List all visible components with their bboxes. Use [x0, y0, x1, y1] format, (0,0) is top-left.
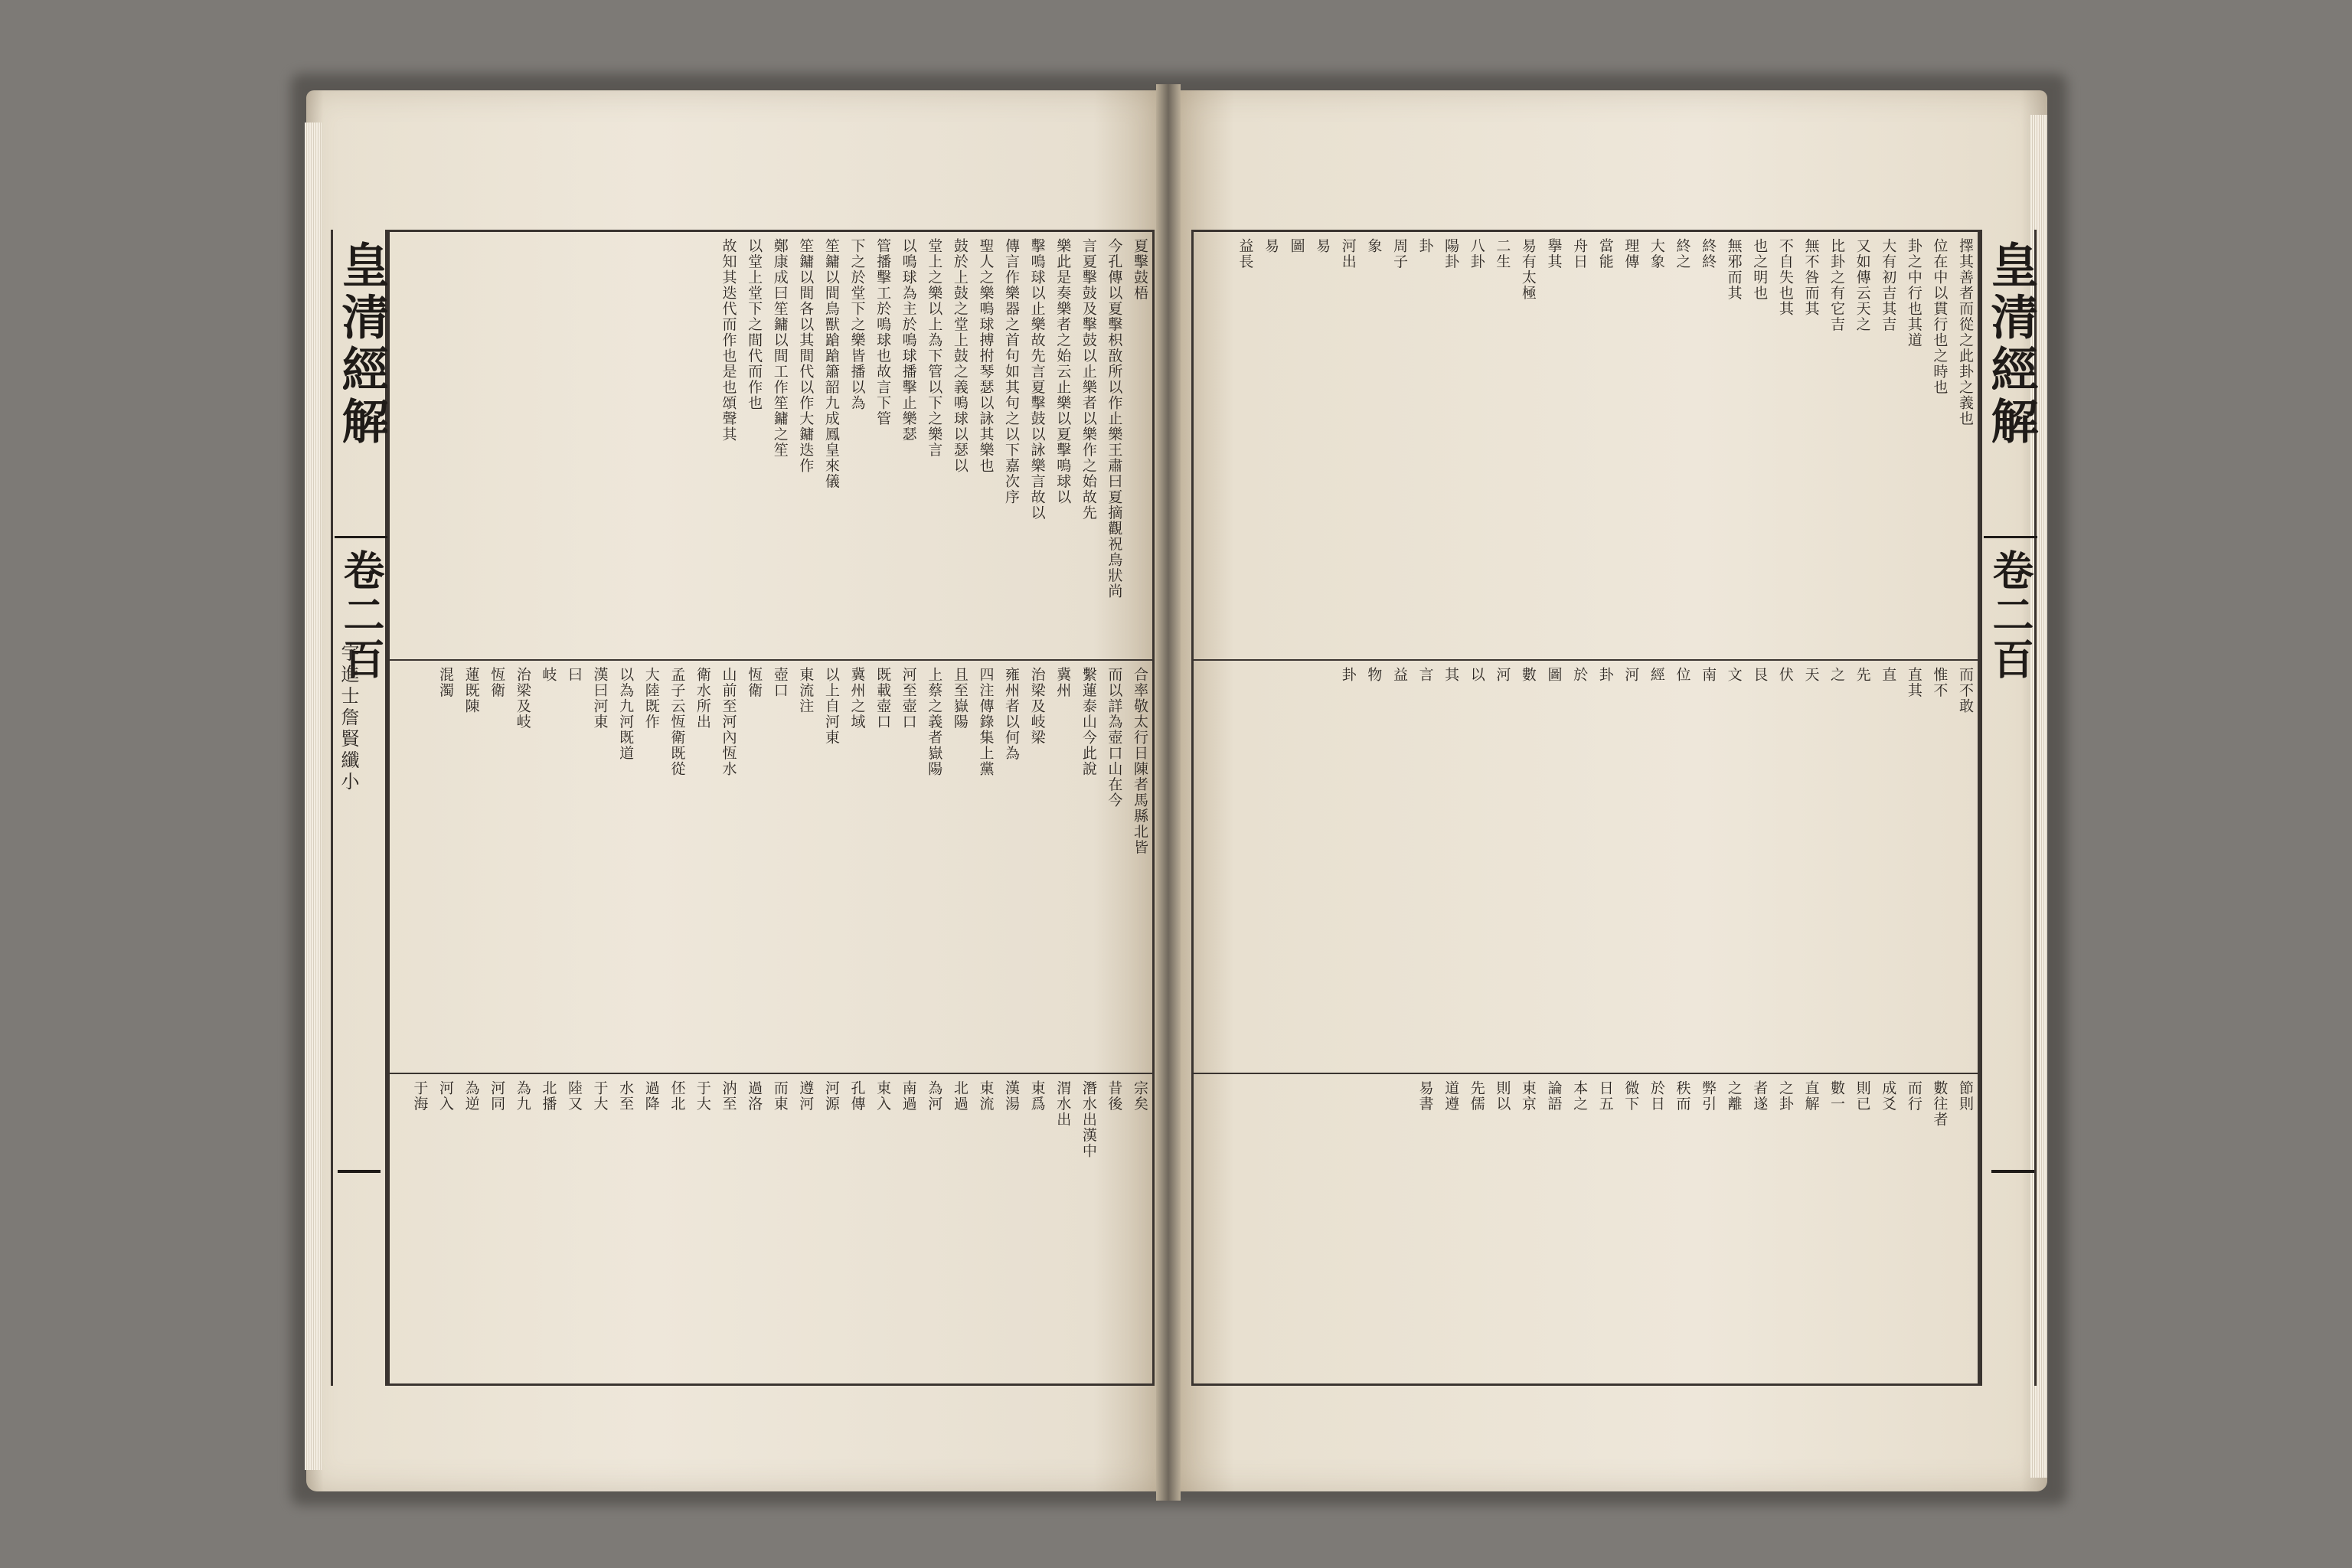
text-column: 數往者: [1931, 1080, 1949, 1128]
text-column: 堂上之樂以上為下管以下之樂言: [926, 238, 943, 458]
text-column: 傳言作樂器之首句如其句之以下嘉次序: [1003, 238, 1021, 505]
text-column: 冀州: [1054, 667, 1072, 698]
text-column: 東京: [1519, 1080, 1537, 1112]
text-column: 物: [1365, 667, 1383, 683]
text-column: 混濁: [436, 667, 454, 698]
text-column: 易: [1262, 238, 1279, 254]
text-column: 且至嶽陽: [951, 667, 969, 730]
text-column: 潛水出漢中: [1080, 1080, 1097, 1159]
text-column: 無不咎而其: [1802, 238, 1820, 317]
left-band-middle: [390, 661, 1152, 1074]
volume-label: 卷二百: [1984, 536, 2037, 682]
text-column: 四注傳錄集上黨: [977, 667, 995, 777]
text-column: 既載壺口: [874, 667, 892, 730]
text-column: 于海: [411, 1080, 429, 1112]
text-column: 過洛: [746, 1080, 763, 1112]
series-title: 皇清經解: [1983, 240, 2039, 449]
text-column: 易書: [1416, 1080, 1434, 1112]
text-column: 上蔡之義者嶽陽: [926, 667, 943, 777]
text-column: 卦之中行也其道: [1905, 238, 1922, 348]
text-column: 者遂: [1751, 1080, 1769, 1112]
text-column: 繫蓮泰山今此說: [1080, 667, 1097, 777]
text-column: 伾北: [668, 1080, 686, 1112]
text-column: 合率敬太行日陳者馬縣北皆: [1132, 667, 1148, 855]
text-column: 治梁及岐: [514, 667, 531, 730]
text-column: 舟日: [1571, 238, 1589, 270]
text-column: 渭水出: [1054, 1080, 1072, 1128]
text-column: 聖人之樂鳴球搏拊琴瑟以詠其樂也: [977, 238, 995, 474]
text-column: 艮: [1751, 667, 1769, 683]
text-column: 數: [1519, 667, 1537, 683]
right-band-middle: [1194, 661, 1978, 1074]
text-column: 東入: [874, 1080, 892, 1112]
text-column: 論語: [1545, 1080, 1563, 1112]
folio-rule: [1991, 1170, 2034, 1173]
text-column: 蓮既陳: [462, 667, 480, 714]
text-column: 河: [1494, 667, 1511, 683]
text-column: 冀州之域: [848, 667, 866, 730]
text-column: 孟子云恆衛既從: [668, 667, 686, 777]
text-column: 陽卦: [1442, 238, 1460, 270]
text-column: 之卦: [1776, 1080, 1794, 1112]
text-column: 成爻: [1880, 1080, 1897, 1112]
text-column: 以為九河既道: [617, 667, 635, 761]
text-column: 過降: [642, 1080, 660, 1112]
text-column: 樂此是奏樂者之始云止樂以夏擊鳴球以: [1054, 238, 1072, 505]
right-band-top: [1194, 232, 1978, 661]
text-column: 周子: [1390, 238, 1408, 270]
text-column: 鄭康成曰笙鏞以間工作笙鏞之笙: [771, 238, 789, 458]
text-column: 恆衛: [746, 667, 763, 698]
text-column: 經: [1648, 667, 1665, 683]
text-column: 終之: [1674, 238, 1691, 270]
text-column: 東流: [977, 1080, 995, 1112]
text-column: 本之: [1571, 1080, 1589, 1112]
text-column: 于大: [694, 1080, 711, 1112]
text-column: 八卦: [1468, 238, 1485, 270]
book-gutter: [1156, 84, 1181, 1501]
text-column: 擧其: [1545, 238, 1563, 270]
right-page-margin-banner: [1980, 230, 2037, 1386]
volume-label: 卷二百: [335, 536, 388, 682]
text-column: 笙鏞以間各以其間代以作大鏞迭作: [797, 238, 815, 474]
text-column: 遵河: [797, 1080, 815, 1112]
series-title: 皇清經解: [334, 240, 390, 449]
text-column: 河: [1622, 667, 1640, 683]
text-column: 於: [1571, 667, 1589, 683]
text-column: 孔傳: [848, 1080, 866, 1112]
text-column: 而行: [1905, 1080, 1922, 1112]
text-column: 道遵: [1442, 1080, 1460, 1112]
text-column: 為逆: [462, 1080, 480, 1112]
text-column: 北播: [540, 1080, 557, 1112]
text-column: 易有太極: [1519, 238, 1537, 301]
text-column: 北過: [951, 1080, 969, 1112]
text-column: 二生: [1494, 238, 1511, 270]
left-text-frame: [387, 230, 1155, 1386]
text-column: 微下: [1622, 1080, 1640, 1112]
text-column: 比卦之有它吉: [1828, 238, 1846, 332]
text-column: 天: [1802, 667, 1820, 683]
text-column: 山前至河內恆水: [720, 667, 737, 777]
text-column: 益: [1390, 667, 1408, 683]
text-column: 言: [1416, 667, 1434, 683]
text-column: 笙鏞以間鳥獸蹌蹌簫韶九成鳳皇來儀: [822, 238, 840, 489]
text-column: 漢曰河東: [591, 667, 609, 730]
text-column: 擇其善者而從之此卦之義也: [1957, 238, 1974, 426]
text-column: 秩而: [1674, 1080, 1691, 1112]
text-column: 岐: [540, 667, 557, 683]
left-page-byline: [337, 643, 360, 793]
text-column: 節則: [1957, 1080, 1974, 1112]
text-column: 位在中以貫行也之時也: [1931, 238, 1949, 395]
text-column: 無邪而其: [1725, 238, 1743, 301]
text-column: 先: [1854, 667, 1871, 683]
text-column: 則已: [1854, 1080, 1871, 1112]
text-column: 河至壺口: [900, 667, 917, 730]
text-column: 直解: [1802, 1080, 1820, 1112]
text-column: 大有初吉其吉: [1880, 238, 1897, 332]
text-column: 宗矣: [1132, 1080, 1148, 1112]
text-column: 當能: [1596, 238, 1614, 270]
text-column: 日五: [1596, 1080, 1614, 1112]
right-text-frame: [1191, 230, 1980, 1386]
text-column: 而東: [771, 1080, 789, 1112]
text-column: 管播擊工於鳴球也故言下管: [874, 238, 892, 426]
text-column: 為河: [926, 1080, 943, 1112]
text-column: 為九: [514, 1080, 531, 1112]
text-column: 曰: [565, 667, 583, 683]
text-column: 東爲: [1028, 1080, 1046, 1112]
right-band-bottom: [1194, 1074, 1978, 1383]
text-column: 又如傳云天之: [1854, 238, 1871, 332]
text-column: 汭至: [720, 1080, 737, 1112]
text-column: 東流注: [797, 667, 815, 714]
text-column: 下之於堂下之樂皆播以為: [848, 238, 866, 411]
text-column: 河出: [1339, 238, 1357, 270]
text-column: 其: [1442, 667, 1460, 683]
text-column: 恆衛: [488, 667, 506, 698]
text-column: 直: [1880, 667, 1897, 683]
text-column: 水至: [617, 1080, 635, 1112]
text-column: 雍州者以何為: [1003, 667, 1021, 761]
text-column: 河同: [488, 1080, 506, 1112]
text-column: 衛水所出: [694, 667, 711, 730]
text-column: 于大: [591, 1080, 609, 1112]
text-column: 終終: [1700, 238, 1717, 270]
text-column: 位: [1674, 667, 1691, 683]
text-column: 故知其迭代而作也是也頌聲其: [720, 238, 737, 443]
text-column: 益長: [1236, 238, 1254, 270]
text-column: 也之明也: [1751, 238, 1769, 301]
text-column: 易: [1314, 238, 1331, 254]
text-column: 先儒: [1468, 1080, 1485, 1112]
text-column: 之: [1828, 667, 1846, 683]
text-column: 圖: [1545, 667, 1563, 683]
text-column: 鼓於上鼓之堂上鼓之義鳴球以瑟以: [951, 238, 969, 474]
text-column: 今孔傳以夏擊枳敔所以作止樂王肅曰夏摘觀祝鳥狀尚: [1106, 238, 1123, 599]
text-column: 治梁及岐梁: [1028, 667, 1046, 746]
text-column: 直其: [1905, 667, 1922, 698]
left-page-edges: [305, 122, 322, 1470]
folio-rule: [338, 1170, 381, 1173]
text-column: 惟不: [1931, 667, 1949, 698]
left-page-margin-banner: [331, 230, 390, 1386]
left-band-bottom: [390, 1074, 1152, 1383]
text-column: 河源: [822, 1080, 840, 1112]
text-column: 以: [1468, 667, 1485, 683]
text-column: 伏: [1776, 667, 1794, 683]
text-column: 弊引: [1700, 1080, 1717, 1112]
text-column: 象: [1365, 238, 1383, 254]
text-column: 昔後: [1106, 1080, 1123, 1112]
text-column: 以上自河東: [822, 667, 840, 746]
text-column: 理傳: [1622, 238, 1640, 270]
text-column: 言夏擊鼓及擊鼓以止樂者以樂作之始故先: [1080, 238, 1097, 521]
byline-text: 宇進士詹賢纖小: [338, 643, 359, 793]
text-column: 壺口: [771, 667, 789, 698]
text-column: 不自失也其: [1776, 238, 1794, 317]
text-column: 於日: [1648, 1080, 1665, 1112]
text-column: 夏擊鼓梧: [1132, 238, 1148, 301]
text-column: 南過: [900, 1080, 917, 1112]
text-column: 以鳴球為主於鳴球播擊止樂瑟: [900, 238, 917, 443]
text-column: 卦: [1339, 667, 1357, 683]
left-band-top: [390, 232, 1152, 661]
text-column: 則以: [1494, 1080, 1511, 1112]
text-column: 而不敢: [1957, 667, 1974, 714]
text-column: 之離: [1725, 1080, 1743, 1112]
text-column: 南: [1700, 667, 1717, 683]
text-column: 漢湯: [1003, 1080, 1021, 1112]
text-column: 擊鳴球以止樂故先言夏擊鼓以詠樂言故以: [1028, 238, 1046, 521]
text-column: 陸又: [565, 1080, 583, 1112]
text-column: 大陸既作: [642, 667, 660, 730]
text-column: 河入: [436, 1080, 454, 1112]
text-column: 以堂上堂下之間代而作也: [746, 238, 763, 411]
text-column: 圖: [1288, 238, 1305, 254]
text-column: 文: [1725, 667, 1743, 683]
text-column: 卦: [1416, 238, 1434, 254]
text-column: 而以詳為壺口山在今: [1106, 667, 1123, 808]
text-column: 數一: [1828, 1080, 1846, 1112]
text-column: 大象: [1648, 238, 1665, 270]
text-column: 卦: [1596, 667, 1614, 683]
